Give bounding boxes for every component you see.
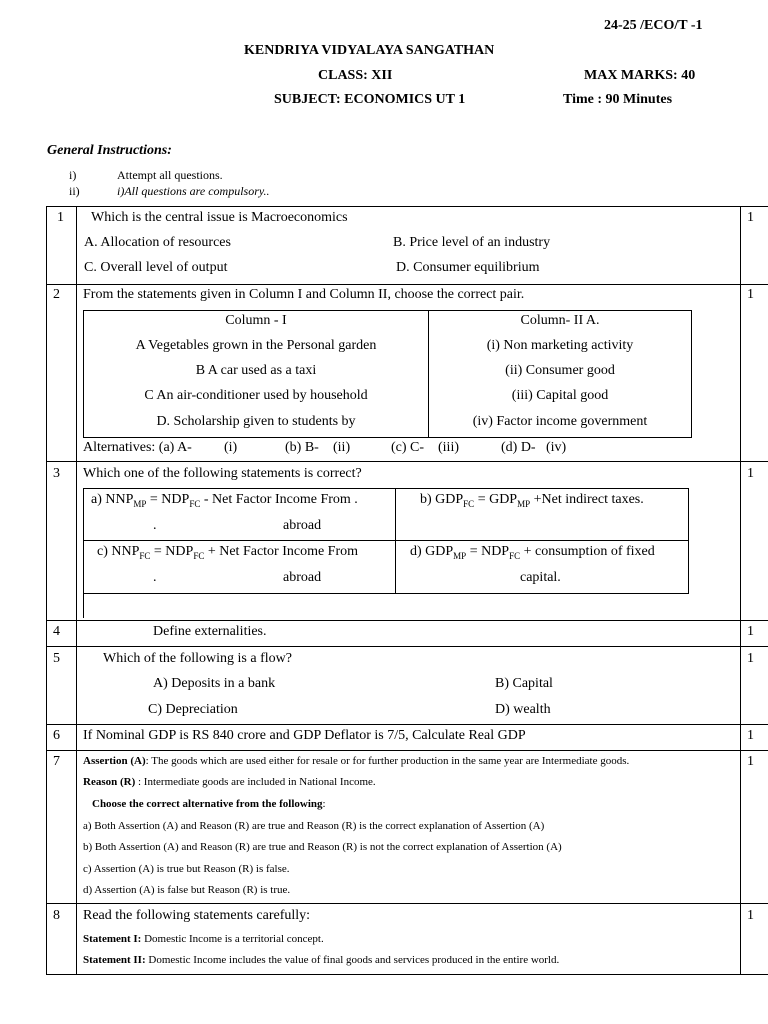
alternative-value: (i) (224, 440, 238, 455)
option-d-line2: capital. (520, 570, 561, 585)
question-marks: 1 (747, 210, 754, 225)
option-b: B. Price level of an industry (393, 235, 551, 250)
option-a: A) Deposits in a bank (153, 676, 276, 691)
option-d: d) $GDP_{MP} = NDP_{FC}$ + consumption of fixed (410, 544, 655, 561)
column-1-item: B A car used as a taxi (195, 363, 317, 378)
organization-title: KENDRIYA VIDYALAYA SANGATHAN (244, 43, 495, 58)
alternative-label: (b) B- (285, 440, 319, 455)
class-label: CLASS: XII (318, 68, 393, 83)
option-b: B) Capital (495, 676, 553, 691)
question-text: Which is the central issue is Macroeconomics (91, 210, 348, 225)
option-d: D) wealth (495, 702, 551, 717)
question-marks: 1 (747, 728, 754, 743)
alternatives-label: Alternatives: (a) A- (83, 440, 192, 455)
question-marks: 1 (747, 624, 754, 639)
assertion-label: Assertion (A) (83, 755, 146, 767)
question-marks: 1 (747, 908, 754, 923)
alternative-value: (iv) (546, 440, 567, 455)
instruction-num: ii) (69, 184, 80, 198)
question-text: Which of the following is a flow? (103, 651, 292, 666)
reason-line (83, 776, 376, 788)
reason-text: : Intermediate goods are included in National Income. (135, 776, 376, 788)
column-2-item: (iv) Factor income government (472, 414, 648, 429)
question-number: 7 (53, 754, 60, 769)
question-text: From the statements given in Column I and Column II, choose the correct pair. (83, 287, 525, 302)
column-1-header: Column - I (225, 313, 287, 328)
question-text: Define externalities. (153, 624, 267, 639)
question-text: If Nominal GDP is RS 840 crore and GDP Deflator is 7/5, Calculate Real GDP (83, 728, 526, 743)
question-number: 2 (53, 287, 60, 302)
option-a: a) $NNP_{MP} = NDP_{FC}$ - Net Factor Income From . (91, 492, 358, 509)
reason-label: Reason (R) (83, 776, 136, 788)
option-a: a) Both Assertion (A) and Reason (R) are true and Reason (R) is the correct explanation of Assertion (A) (83, 820, 545, 832)
column-1-item: A Vegetables grown in the Personal garden (135, 338, 377, 353)
option-b: b) Both Assertion (A) and Reason (R) are true and Reason (R) is not the correct explanation of Assertion (A) (83, 841, 562, 853)
instruction-text: Attempt all questions. (117, 168, 223, 182)
column-2-item: (iii) Capital good (511, 388, 609, 403)
option-c-line2: abroad (283, 570, 322, 585)
question-number: 8 (53, 908, 60, 923)
column-2-item: (ii) Consumer good (505, 363, 615, 378)
column-1-item: D. Scholarship given to students by (156, 414, 356, 429)
question-marks: 1 (747, 287, 754, 302)
option-c: c) $NNP_{FC} = NDP_{FC}$ + Net Factor Income From (97, 544, 359, 561)
option-d: D. Consumer equilibrium (396, 260, 540, 275)
max-marks-label: MAX MARKS: 40 (584, 68, 696, 83)
question-number: 5 (53, 651, 60, 666)
question-text: Which one of the following statements is correct? (83, 466, 362, 481)
option-b: b) $GDP_{FC} = GDP_{MP} +Net$ indirect taxes. (420, 492, 644, 509)
option-c: C. Overall level of output (84, 260, 228, 275)
column-1-item: C An air-conditioner used by household (144, 388, 368, 403)
question-number: 1 (57, 210, 64, 225)
option-c-dot: . (153, 570, 157, 585)
assertion-text: : The goods which are used either for resale or for further production in the same year are Intermediate goods. (145, 755, 630, 767)
question-number: 3 (53, 466, 60, 481)
instruction-num: i) (69, 168, 77, 182)
column-2-header: Column- II A. (520, 313, 600, 328)
question-marks: 1 (747, 466, 754, 481)
question-marks: 1 (747, 754, 754, 769)
option-c: C) Depreciation (148, 702, 238, 717)
time-label: Time : 90 Minutes (563, 92, 673, 107)
alternative-label: (d) D- (501, 440, 536, 455)
alternative-label: (c) C- (391, 440, 425, 455)
question-text: Read the following statements carefully: (83, 908, 311, 923)
option-a-dot: . (153, 518, 157, 533)
alternative-value: (iii) (438, 440, 459, 455)
option-a-line2: abroad (283, 518, 322, 533)
paper-code: 24-25 /ECO/T -1 (604, 18, 703, 33)
option-d: d) Assertion (A) is false but Reason (R) is true. (83, 884, 291, 896)
column-2-item: (i) Non marketing activity (486, 338, 634, 353)
statement-2: Statement II: Domestic Income includes the value of final goods and services produced in the entire world. (83, 954, 560, 966)
option-c: c) Assertion (A) is true but Reason (R) is false. (83, 863, 290, 875)
alternative-value: (ii) (333, 440, 351, 455)
choose-instruction: Choose the correct alternative from the following: (92, 798, 326, 810)
question-number: 4 (53, 624, 60, 639)
subject-label: SUBJECT: ECONOMICS UT 1 (274, 92, 466, 107)
instructions-title: General Instructions: (47, 143, 172, 158)
statement-1: Statement I: Domestic Income is a territorial concept. (83, 933, 324, 945)
question-marks: 1 (747, 651, 754, 666)
option-a: A. Allocation of resources (84, 235, 231, 250)
assertion-line (83, 755, 629, 767)
question-number: 6 (53, 728, 60, 743)
instruction-text: i)All questions are compulsory.. (117, 184, 270, 198)
